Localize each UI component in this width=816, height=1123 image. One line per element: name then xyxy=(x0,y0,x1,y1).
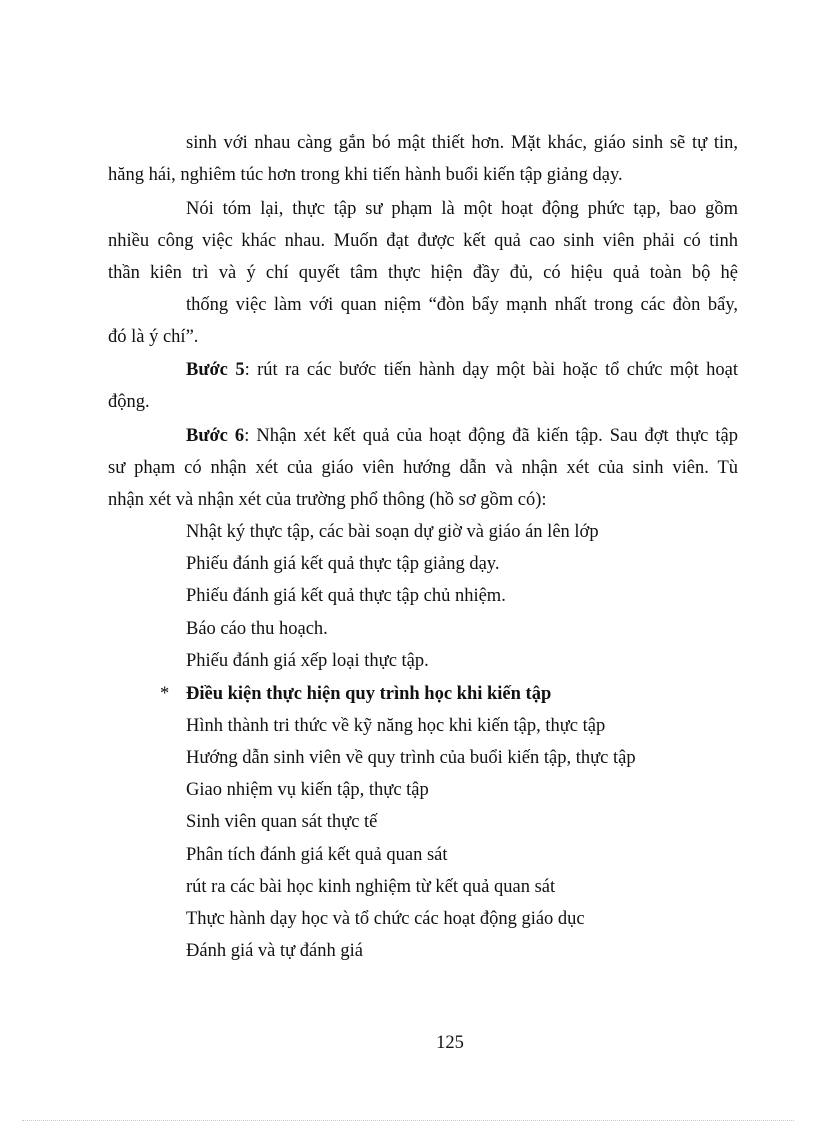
step-6-line-3: nhận xét và nhận xét của trường phổ thông (hồ sơ gồm có): xyxy=(108,490,547,510)
dossier-item: Nhật ký thực tập, các bài soạn dự giờ và giáo án lên lớp xyxy=(186,522,599,542)
paragraph-2-line-3: thần kiên trì và ý chí quyết tâm thực hiện đầy đủ, có hiệu quả toàn bộ hệ xyxy=(108,263,738,283)
dossier-item: Phiếu đánh giá xếp loại thực tập. xyxy=(186,651,429,671)
paragraph-2-line-4: thống việc làm với quan niệm “đòn bẩy mạnh nhất trong các đòn bẩy, xyxy=(186,295,738,315)
dossier-item: Báo cáo thu hoạch. xyxy=(186,619,328,639)
dossier-item: Phiếu đánh giá kết quả thực tập chủ nhiệm. xyxy=(186,586,506,606)
step-6-line-1 xyxy=(186,424,738,448)
condition-item: rút ra các bài học kinh nghiệm từ kết quả quan sát xyxy=(186,877,556,897)
condition-item: Hướng dẫn sinh viên về quy trình của buổi kiến tập, thực tập xyxy=(186,748,636,768)
condition-item: Đánh giá và tự đánh giá xyxy=(186,941,363,961)
page-number: 125 xyxy=(436,1033,464,1053)
dossier-item: Phiếu đánh giá kết quả thực tập giảng dạy. xyxy=(186,554,500,574)
conditions-bullet: * xyxy=(160,684,170,704)
step-6-line-2: sư phạm có nhận xét của giáo viên hướng dẫn và nhận xét của sinh viên. Tù xyxy=(108,458,738,478)
step-5-line-2: động. xyxy=(108,392,150,412)
condition-item: Phân tích đánh giá kết quả quan sát xyxy=(186,845,448,865)
paragraph-2-line-1: Nói tóm lại, thực tập sư phạm là một hoạt động phức tạp, bao gồm xyxy=(186,199,738,219)
condition-item: Giao nhiệm vụ kiến tập, thực tập xyxy=(186,780,429,800)
conditions-heading: Điều kiện thực hiện quy trình học khi kiến tập xyxy=(186,684,552,704)
step-5-label: Bước 5 xyxy=(186,360,245,380)
paragraph-2-line-2: nhiều công việc khác nhau. Muốn đạt được kết quả cao sinh viên phải có tinh xyxy=(108,231,738,251)
paragraph-1-line-2: hăng hái, nghiêm túc hơn trong khi tiến hành buổi kiến tập giảng dạy. xyxy=(108,165,623,185)
step-5-line-1 xyxy=(186,358,738,382)
condition-item: Thực hành dạy học và tổ chức các hoạt động giáo dục xyxy=(186,909,585,929)
condition-item: Hình thành tri thức về kỹ năng học khi kiến tập, thực tập xyxy=(186,716,606,736)
step-6-label: Bước 6 xyxy=(186,426,245,446)
condition-item: Sinh viên quan sát thực tế xyxy=(186,812,378,832)
step-5-text: : rút ra các bước tiến hành dạy một bài hoặc tổ chức một hoạt xyxy=(244,360,738,380)
page-bottom-divider xyxy=(22,1120,794,1121)
step-6-text: : Nhận xét kết quả của hoạt động đã kiến tập. Sau đợt thực tập xyxy=(244,426,738,446)
paragraph-1-line-1: sinh với nhau càng gắn bó mật thiết hơn. Mặt khác, giáo sinh sẽ tự tin, xyxy=(186,133,738,153)
paragraph-2-line-5: đó là ý chí”. xyxy=(108,327,199,347)
